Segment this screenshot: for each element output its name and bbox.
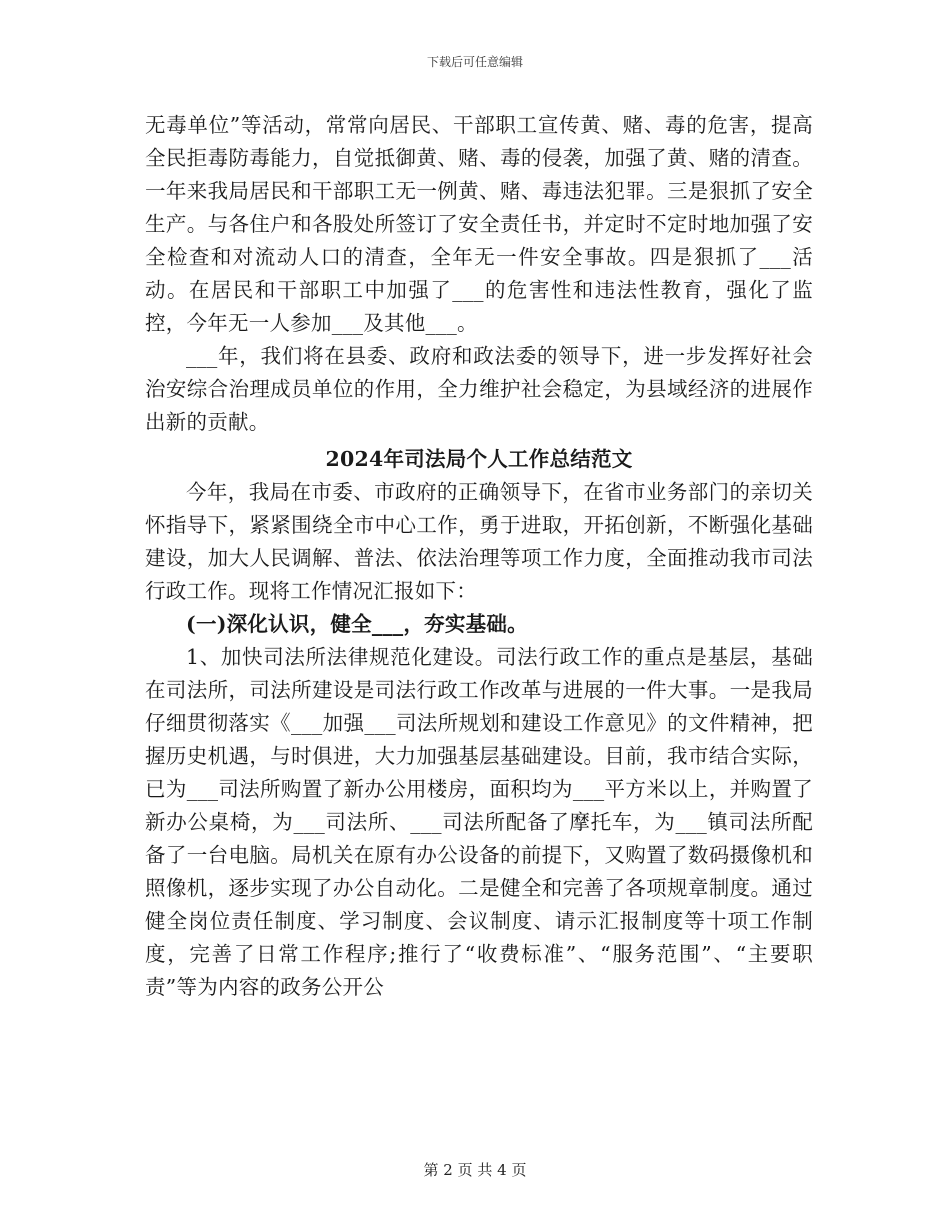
section-title: 2024年司法局个人工作总结范文: [325, 447, 633, 471]
paragraph-4: 1、加快司法所法律规范化建设。司法行政工作的重点是基层，基础在司法所，司法所建设是司法行政工作改革与进展的一件大事。一是我局仔细贯彻落实《___加强___司法所规划和建设工作意见》的文件精神，把握历史机遇，与时俱进，大力加强基层基础建设。目前，我市结合实际，已为___司法所购置了新办公用楼房，面积均为___平方米以上，并购置了新办公桌椅，为___司法所、___司法所配备了摩托车，为___镇司法所配备了一台电脑。局机关在原有办公设备的前提下，又购置了数码摄像机和照像机，逐步实现了办公自动化。二是健全和完善了各项规章制度。通过健全岗位责任制度、学习制度、会议制度、请示汇报制度等十项工作制度，完善了日常工作程序;推行了“收费标准”、“服务范围”、“主要职责”等为内容的政务公开公: [145, 645, 813, 999]
document-body: [145, 109, 813, 1004]
page-footer: 第 2 页 共 4 页: [423, 1161, 527, 1179]
paragraph-3: 今年，我局在市委、市政府的正确领导下，在省市业务部门的亲切关怀指导下，紧紧围绕全市中心工作，勇于进取，开拓创新，不断强化基础建设，加大人民调解、普法、依法治理等项工作力度，全面推动我市司法行政工作。现将工作情况汇报如下：: [145, 480, 813, 603]
paragraph-1: 无毒单位”等活动，常常向居民、干部职工宣传黄、赌、毒的危害，提高全民拒毒防毒能力，自觉抵御黄、赌、毒的侵袭，加强了黄、赌的清查。一年来我局居民和干部职工无一例黄、赌、毒违法犯罪。三是狠抓了安全生产。与各住户和各股处所签订了安全责任书，并定时不定时地加强了安全检查和对流动人口的清查，全年无一件安全事故。四是狠抓了___活动。在居民和干部职工中加强了___的危害性和违法性教育，强化了监控，今年无一人参加___及其他___。: [145, 113, 813, 335]
subsection-heading: (一)深化认识，健全___，夯实基础。: [186, 612, 528, 636]
paragraph-2: ___年，我们将在县委、政府和政法委的领导下，进一步发挥好社会治安综合治理成员单位的作用，全力维护社会稳定，为县域经济的进展作出新的贡献。: [145, 344, 813, 434]
page-header: 下载后可任意编辑: [426, 55, 523, 69]
